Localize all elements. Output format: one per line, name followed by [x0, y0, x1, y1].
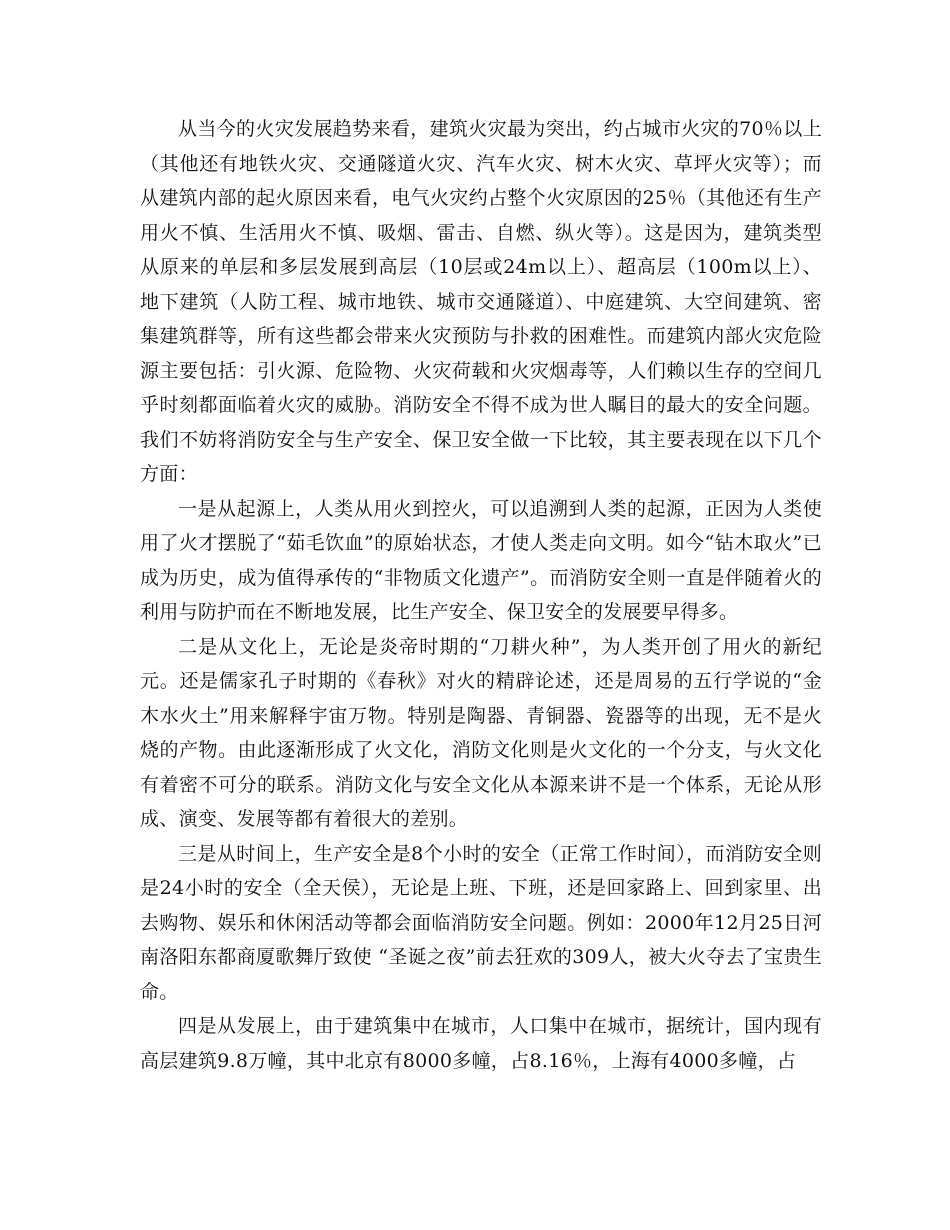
paragraph-origin: 一是从起源上，人类从用火到控火，可以追溯到人类的起源，正因为人类使用了火才摆脱了“茹毛饮血”的原始状态，才使人类走向文明。如今“钻木取火”已成为历史，成为值得承传的“非物质文化遗产”。而消防安全则一直是伴随着火的利用与防护而在不断地发展，比生产安全、保卫安全的发展要早得多。	[140, 497, 822, 623]
paragraph-time: 三是从时间上，生产安全是8个小时的安全（正常工作时间），而消防安全则是24小时的安全（全天侯），无论是上班、下班，还是回家路上、回到家里、出去购物、娱乐和休闲活动等都会面临消防安全问题。例如：2000年12月25日河南洛阳东都商厦歌舞厅致使 “圣诞之夜”前去狂欢的309人，被大火夺去了宝贵生命。	[140, 842, 822, 1003]
paragraph-culture: 二是从文化上，无论是炎帝时期的“刀耕火种”，为人类开创了用火的新纪元。还是儒家孔子时期的《春秋》对火的精辟论述，还是周易的五行学说的“金木水火土”用来解释宇宙万物。特别是陶器、青铜器、瓷器等的出现，无不是火烧的产物。由此逐渐形成了火文化，消防文化则是火文化的一个分支，与火文化有着密不可分的联系。消防文化与安全文化从本源来讲不是一个体系，无论从形成、演变、发展等都有着很大的差别。	[140, 635, 822, 830]
paragraph-intro: 从当今的火灾发展趋势来看，建筑火灾最为突出，约占城市火灾的70％以上（其他还有地铁火灾、交通隧道火灾、汽车火灾、树木火灾、草坪火灾等）；而从建筑内部的起火原因来看，电气火灾约占整个火灾原因的25％（其他还有生产用火不慎、生活用火不慎、吸烟、雷击、自燃、纵火等）。这是因为，建筑类型从原来的单层和多层发展到高层（10层或24m以上）、超高层（100m以上）、地下建筑（人防工程、城市地铁、城市交通隧道）、中庭建筑、大空间建筑、密集建筑群等，所有这些都会带来火灾预防与扑救的困难性。而建筑内部火灾危险源主要包括：引火源、危险物、火灾荷载和火灾烟毒等，人们赖以生存的空间几乎时刻都面临着火灾的威胁。消防安全不得不成为世人瞩目的最大的安全问题。我们不妨将消防安全与生产安全、保卫安全做一下比较，其主要表现在以下几个方面：	[140, 118, 822, 485]
paragraph-development: 四是从发展上，由于建筑集中在城市，人口集中在城市，据统计，国内现有高层建筑9.8万幢，其中北京有8000多幢，占8.16％，上海有4000多幢，占	[140, 1015, 822, 1072]
document-body	[140, 112, 822, 1078]
